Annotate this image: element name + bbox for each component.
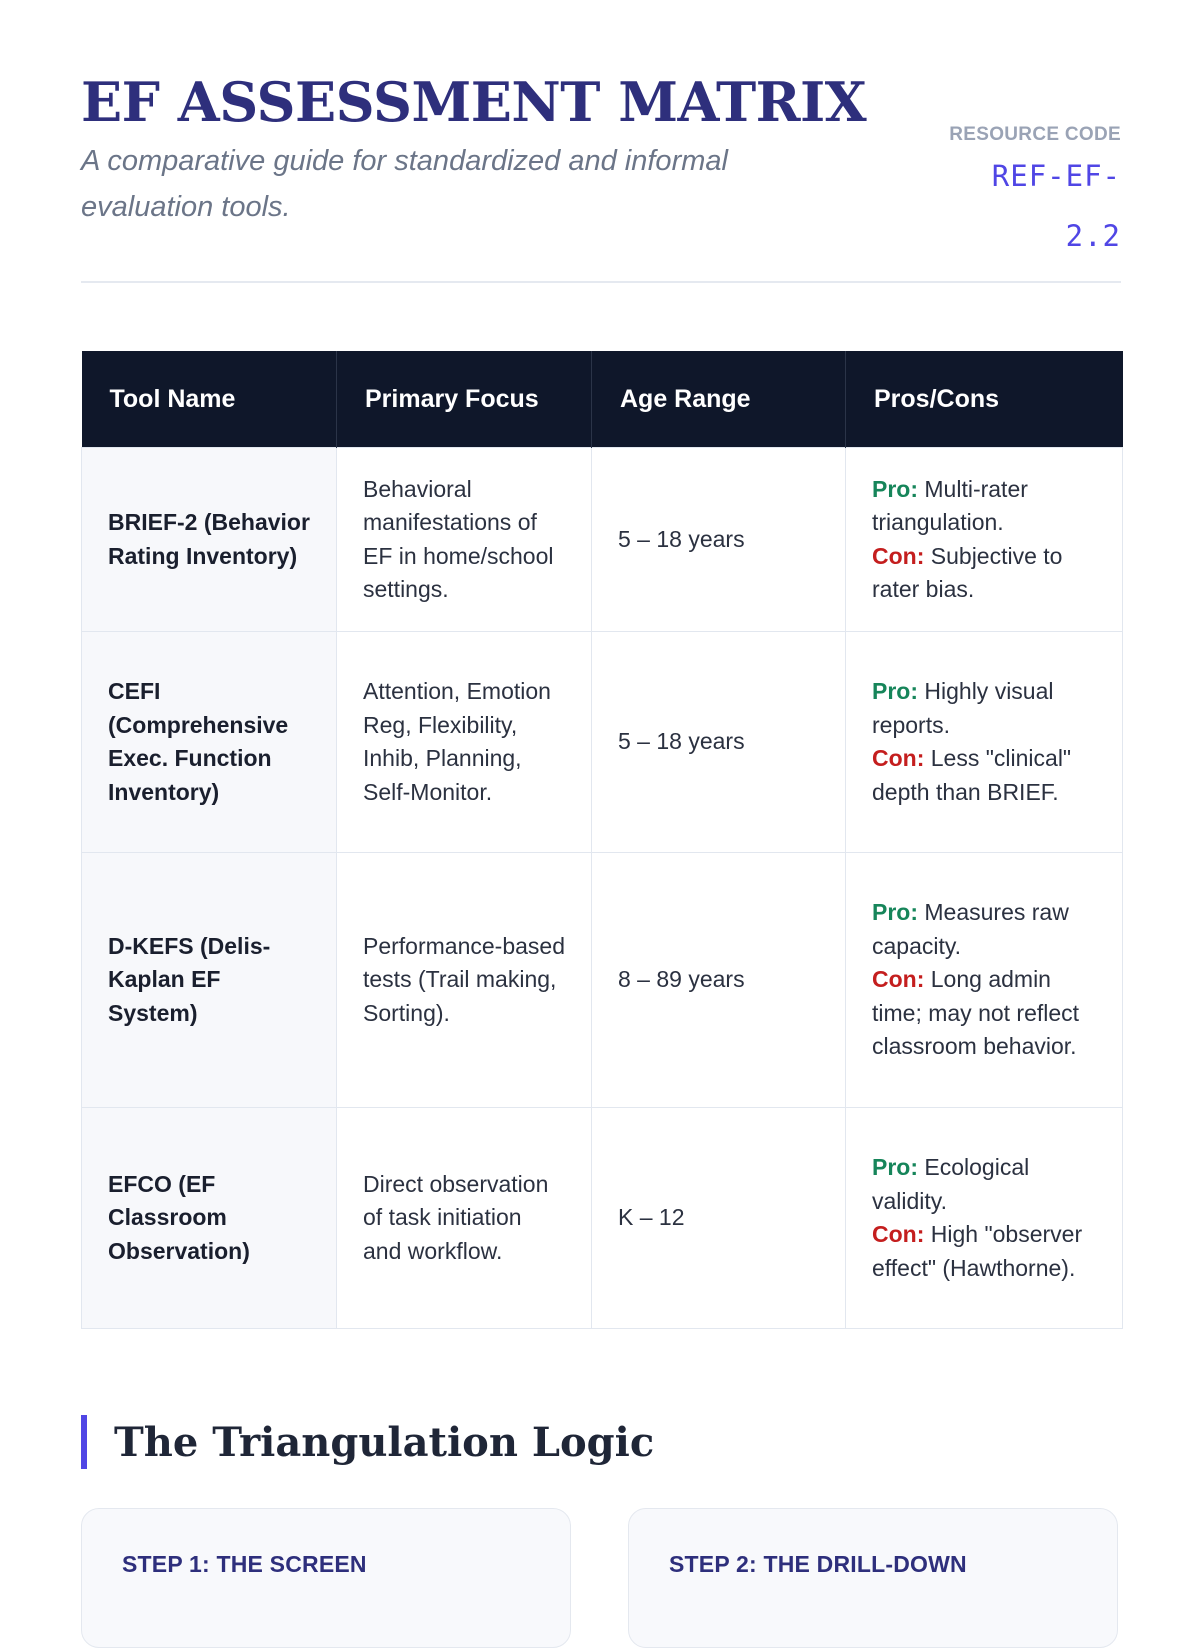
primary-focus-cell: Behavioral manifestations of EF in home/school settings. xyxy=(337,448,592,632)
pros-cons-cell xyxy=(846,632,1123,853)
step-card-screen xyxy=(81,1508,571,1648)
column-header-tool-name: Tool Name xyxy=(82,351,337,448)
resource-code-value: REF-EF-2.2 xyxy=(991,159,1121,253)
column-header-age-range: Age Range xyxy=(592,351,846,448)
tool-name-cell: EFCO (EF Classroom Observation) xyxy=(82,1108,337,1329)
con-text: Less "clinical" depth than BRIEF. xyxy=(872,745,1072,805)
pro-text: Measures raw capacity. xyxy=(872,899,1069,959)
con-text: Subjective to rater bias. xyxy=(872,542,1063,602)
pro-text: Ecological validity. xyxy=(872,1154,1030,1214)
table-row xyxy=(82,448,1123,632)
pro-label: Pro: xyxy=(872,475,918,502)
primary-focus-cell: Performance-based tests (Trail making, Sorting). xyxy=(337,853,592,1108)
con-text: Long admin time; may not reflect classroom behavior. xyxy=(872,966,1080,1060)
age-range-cell: 8 – 89 years xyxy=(592,853,846,1108)
con-text: High "observer effect" (Hawthorne). xyxy=(872,1221,1083,1281)
header xyxy=(81,70,1121,253)
primary-focus-cell: Direct observation of task initiation and workflow. xyxy=(337,1108,592,1329)
table-header-row xyxy=(82,351,1123,448)
page-subtitle: A comparative guide for standardized and informal evaluation tools. xyxy=(81,145,728,224)
pros-cons-cell xyxy=(846,448,1123,632)
step-card-drill-down xyxy=(628,1508,1118,1648)
pro-label: Pro: xyxy=(872,899,918,926)
step-card-title: STEP 2: THE DRILL-DOWN xyxy=(669,1551,967,1577)
table-row xyxy=(82,632,1123,853)
primary-focus-cell: Attention, Emotion Reg, Flexibility, Inhib, Planning, Self-Monitor. xyxy=(337,632,592,853)
column-header-pros-cons: Pros/Cons xyxy=(846,351,1123,448)
con-label: Con: xyxy=(872,745,925,771)
section-heading-triangulation xyxy=(81,1415,654,1469)
age-range-cell: 5 – 18 years xyxy=(592,448,846,632)
con-label: Con: xyxy=(872,542,925,569)
con-label: Con: xyxy=(872,966,925,993)
table-row xyxy=(82,853,1123,1108)
resource-code-block xyxy=(949,124,1121,266)
page-title: EF ASSESSMENT MATRIX xyxy=(81,70,867,134)
pros-cons-cell xyxy=(846,853,1123,1108)
column-header-primary-focus: Primary Focus xyxy=(337,351,592,448)
tool-name-cell: CEFI (Comprehensive Exec. Function Inventory) xyxy=(82,632,337,853)
assessment-matrix-table xyxy=(81,351,1123,1329)
resource-code-label: RESOURCE CODE xyxy=(949,124,1121,145)
pros-cons-cell xyxy=(846,1108,1123,1329)
age-range-cell: 5 – 18 years xyxy=(592,632,846,853)
pro-text: Multi-rater triangulation. xyxy=(872,475,1028,535)
header-divider xyxy=(81,281,1121,283)
age-range-cell: K – 12 xyxy=(592,1108,846,1329)
con-label: Con: xyxy=(872,1221,925,1247)
pro-text: Highly visual reports. xyxy=(872,678,1054,738)
pro-label: Pro: xyxy=(872,1154,918,1180)
table-row xyxy=(82,1108,1123,1329)
step-card-title: STEP 1: THE SCREEN xyxy=(122,1551,367,1577)
pro-label: Pro: xyxy=(872,678,918,704)
tool-name-cell: BRIEF-2 (Behavior Rating Inventory) xyxy=(82,448,337,632)
section-title: The Triangulation Logic xyxy=(114,1418,655,1466)
tool-name-cell: D-KEFS (Delis-Kaplan EF System) xyxy=(82,853,337,1108)
